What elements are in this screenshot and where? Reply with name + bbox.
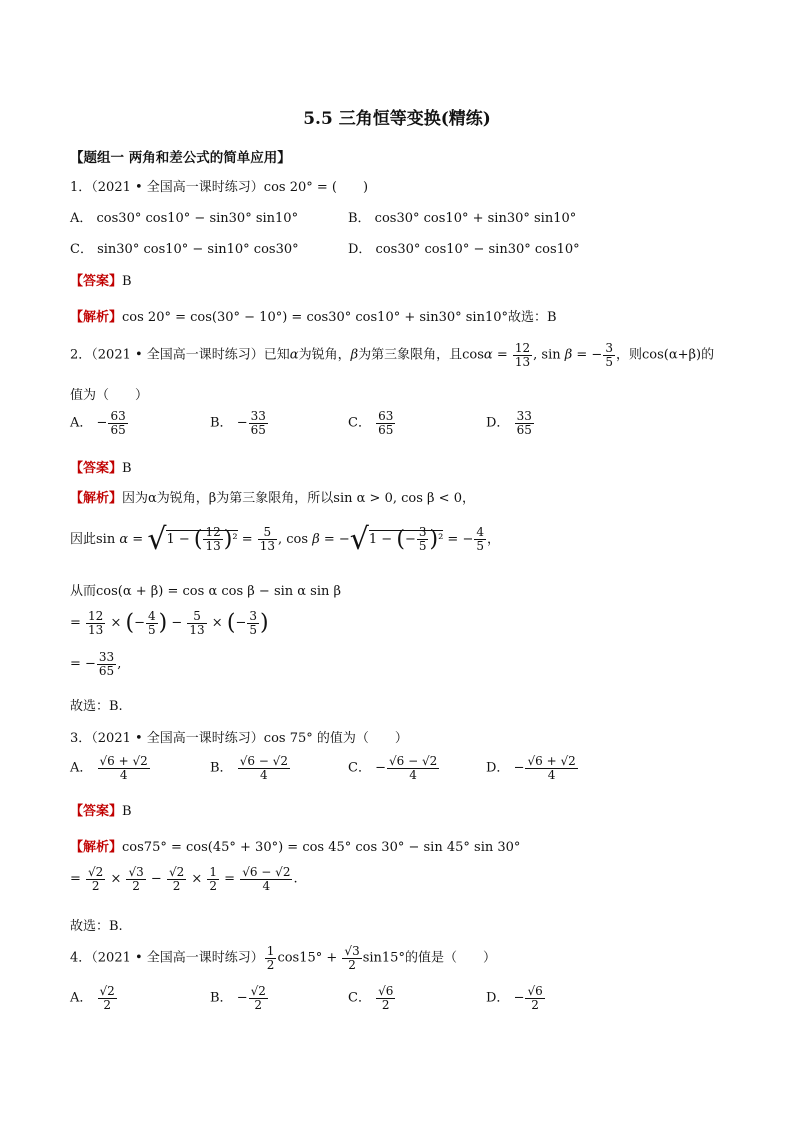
q3-explanation-line1 — [70, 836, 520, 855]
q1-stem: 1．（2021 • 全国高一课时练习）cos 20° = ( ) — [70, 180, 369, 195]
group-heading: 【题组一 两角和差公式的简单应用】 — [70, 150, 291, 166]
q1-answer-value: B — [122, 274, 132, 289]
q2-fraction: $\frac{3}{5}$ — [605, 341, 613, 369]
q2-option-b: B． − $\frac{33}{65}$ — [210, 409, 266, 437]
q2-stem: 2．（2021 • 全国高一课时练习）已知α为锐角，β为第三象限角，且cosα = $\frac{12}{13}$ , sin β = − $\frac{3}{5}$ ，则cos(α+β)的 — [70, 341, 715, 369]
q1-option-c: C． sin30° cos10° − sin10° cos30° — [70, 242, 299, 257]
q2-stem-line2: 值为（ ） — [70, 388, 149, 403]
q4-stem-pre: 4．（2021 • 全国高一课时练习） — [70, 950, 264, 966]
q3-answer-value: B — [122, 804, 132, 819]
q2-explanation-line1 — [70, 487, 475, 506]
q2-explanation-line5: = − $\frac{33}{65}$ , — [70, 650, 122, 678]
answer-tag: 【答案】 — [70, 804, 123, 819]
q2-answer — [70, 457, 132, 476]
q2-explanation-line2: 因此sin α = √1 − ( $\frac{12}{13}$ )² = $\frac{5}{13}$ , cos β = −√1 − (− $\frac{3}{5}$ )² = − $\frac{4}{5}$ ， — [70, 522, 501, 557]
q1-explanation — [70, 306, 557, 325]
q1-option-b: B． cos30° cos10° + sin30° sin10° — [348, 211, 577, 226]
q2-explanation-line3: 从而cos(α + β) = cos α cos β − sin α sin β — [70, 584, 342, 599]
q2-answer-value: B — [122, 461, 132, 476]
page-title: 5.5 三角恒等变换(精练) — [303, 109, 491, 129]
q3-stem: 3．（2021 • 全国高一课时练习）cos 75° 的值为（ ） — [70, 731, 408, 746]
q1-explanation-text: cos 20° = cos(30° − 10°) = cos30° cos10° + sin30° sin10°故选：B — [122, 310, 557, 325]
q3-explanation-text: cos75° = cos(45° + 30°) = cos 45° cos 30° − sin 45° sin 30° — [122, 840, 521, 855]
explain-tag: 【解析】 — [70, 310, 123, 325]
q3-option-b: B． $\frac{√6 - √2}{4}$ — [210, 754, 288, 782]
q2-option-a: A． − $\frac{63}{65}$ — [70, 409, 126, 437]
q4-option-d: D． − $\frac{√6}{2}$ — [486, 984, 543, 1012]
q1-option-d: D． cos30° cos10° − sin30° cos10° — [348, 242, 580, 257]
q2-explanation-text: 因为α为锐角，β为第三象限角，所以sin α > 0, cos β < 0， — [122, 491, 475, 506]
q2-stem-end: ，则cos(α+β)的 — [615, 347, 715, 363]
q2-fraction: $\frac{12}{13}$ — [514, 341, 531, 369]
q1-option-a: A． cos30° cos10° − sin30° sin10° — [70, 211, 299, 226]
q4-option-c: C． $\frac{√6}{2}$ — [348, 984, 394, 1012]
q3-conclusion: 故选：B. — [70, 919, 123, 934]
explain-tag: 【解析】 — [70, 491, 123, 506]
q1-answer — [70, 270, 132, 289]
q3-answer — [70, 800, 132, 819]
q2-option-c: C． $\frac{63}{65}$ — [348, 409, 394, 437]
q3-option-a: A． $\frac{√6 + √2}{4}$ — [70, 754, 148, 782]
q4-stem-post: 的值是（ ） — [404, 950, 496, 966]
q2-stem-pre: 2．（2021 • 全国高一课时练习）已知 — [70, 347, 290, 363]
answer-tag: 【答案】 — [70, 461, 123, 476]
q4-option-a: A． $\frac{√2}{2}$ — [70, 984, 115, 1012]
q3-explanation-line2: = $\frac{√2}{2}$ × $\frac{√3}{2}$ − $\frac{√2}{2}$ × $\frac{1}{2}$ = $\frac{√6 - √2}{4}$ . — [70, 865, 298, 893]
q2-stem-mid1: 为锐角， — [298, 347, 351, 363]
q4-option-b: B． − $\frac{√2}{2}$ — [210, 984, 266, 1012]
q4-stem: 4．（2021 • 全国高一课时练习） $\frac{1}{2}$ cos15° + $\frac{√3}{2}$ sin15°的值是（ ） — [70, 944, 496, 972]
q2-option-d: D． $\frac{33}{65}$ — [486, 409, 532, 437]
q2-stem-mid2: 为第三象限角，且 — [358, 347, 463, 363]
q2-explanation-line4: = $\frac{12}{13}$ × (− $\frac{4}{5}$ ) − $\frac{5}{13}$ × (− $\frac{3}{5}$ ) — [70, 609, 269, 637]
q3-option-d: D． − $\frac{√6 + √2}{4}$ — [486, 754, 576, 782]
q2-conclusion: 故选：B. — [70, 699, 123, 714]
answer-tag: 【答案】 — [70, 274, 123, 289]
q3-option-c: C． − $\frac{√6 - √2}{4}$ — [348, 754, 438, 782]
explain-tag: 【解析】 — [70, 840, 123, 855]
